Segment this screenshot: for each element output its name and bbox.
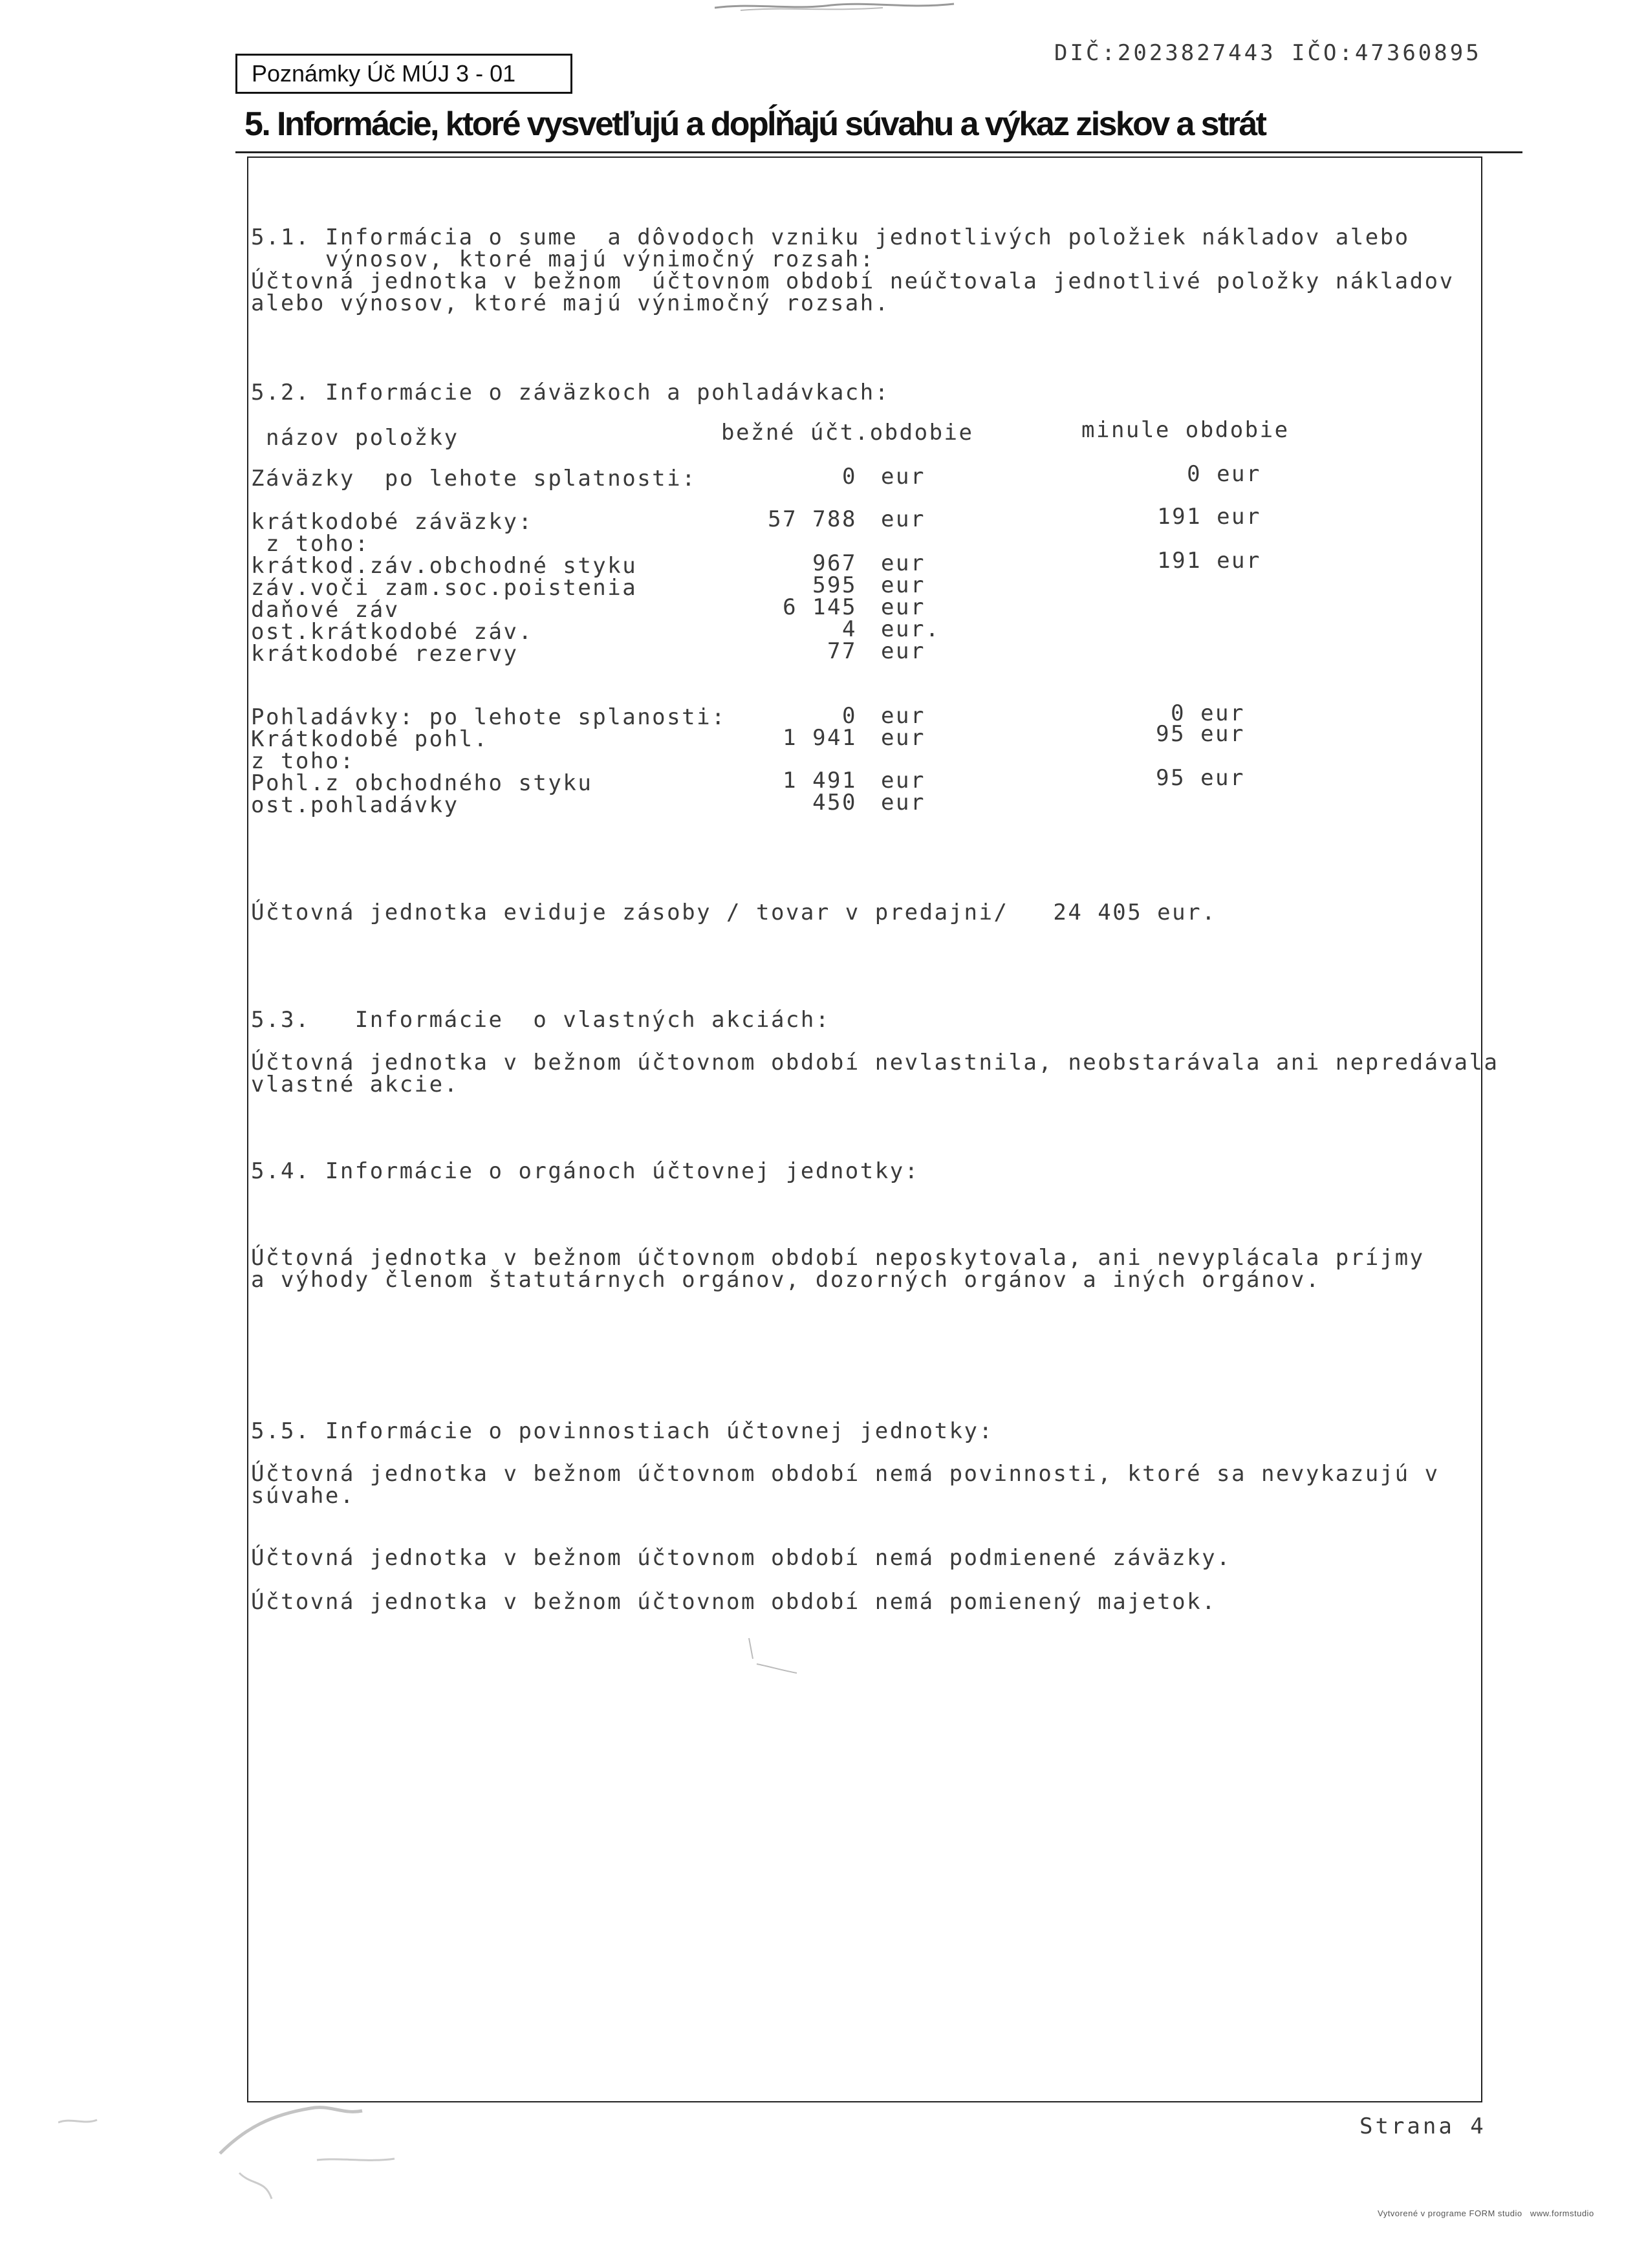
software-signature: Vytvorené v programe FORM studio www.formstudio — [1378, 2209, 1594, 2218]
table-row-previous: 95 eur — [1156, 765, 1245, 791]
table-row-previous: 191 eur — [1157, 504, 1261, 530]
s53-heading: 5.3. Informácie o vlastných akciách: — [251, 1007, 830, 1033]
page-number: Strana 4 — [1359, 2113, 1486, 2139]
table-row-current: 4 — [842, 616, 857, 642]
s54-line1: Účtovná jednotka v bežnom účtovnom období neposkytovala, ani nevyplácala príjmy — [251, 1245, 1425, 1271]
table-row-unit: eur — [881, 594, 926, 620]
scan-artifact — [744, 1633, 802, 1678]
table-row-unit: eur — [881, 638, 926, 664]
s54-line2: a výhody členom štatutárnych orgánov, dozorných orgánov a iných orgánov. — [251, 1267, 1321, 1293]
table-row-current: 0 — [842, 703, 857, 729]
table-row-current: 77 — [827, 638, 857, 664]
table-row-label: Pohladávky: po lehote splanosti: — [251, 704, 727, 730]
table-row-current: 595 — [812, 572, 857, 598]
table-row-unit: eur — [881, 464, 926, 490]
table-row-label: záv.voči zam.soc.poistenia — [251, 575, 638, 601]
tax-ids: DIČ:2023827443 IČO:47360895 — [1054, 40, 1482, 66]
table-row-previous: 95 eur — [1156, 721, 1245, 747]
s53-line2: vlastné akcie. — [251, 1072, 459, 1097]
table-row-current: 1 491 — [783, 768, 857, 794]
table-row-unit: eur — [881, 768, 926, 794]
table-row-current: 1 941 — [783, 725, 857, 751]
table-row-unit: eur. — [881, 616, 940, 642]
col-item-header: názov položky — [251, 425, 459, 451]
table-row-previous: 0 eur — [1171, 700, 1245, 726]
table-row-label: krátkod.záv.obchodné styku — [251, 553, 638, 579]
table-row-label: ost.krátkodobé záv. — [251, 619, 534, 645]
table-row-label: z toho: — [251, 531, 370, 557]
table-row-unit: eur — [881, 506, 926, 532]
form-label: Poznámky Úč MÚJ 3 - 01 — [252, 60, 516, 87]
s55-line1: Účtovná jednotka v bežnom účtovnom období nemá povinnosti, ktoré sa nevykazujú v — [251, 1461, 1440, 1487]
title-rule — [235, 151, 1522, 153]
page-title: 5. Informácie, ktoré vysvetľujú a dopĺňajú súvahu a výkaz ziskov a strát — [244, 105, 1266, 143]
col-current-header: bežné účt.obdobie — [721, 420, 974, 446]
s55-heading: 5.5. Informácie o povinnostiach účtovnej jednotky: — [251, 1418, 994, 1444]
table-row-unit: eur — [881, 550, 926, 576]
table-row-current: 967 — [812, 550, 857, 576]
table-row-previous: 0 eur — [1187, 461, 1261, 487]
s51-line3: Účtovná jednotka v bežnom účtovnom období neúčtovala jednotlivé položky nákladov — [251, 268, 1455, 294]
s55-line2: súvahe. — [251, 1483, 355, 1509]
scan-artifact — [58, 2082, 420, 2212]
col-previous-header: minule obdobie — [1081, 417, 1290, 443]
table-row-unit: eur — [881, 703, 926, 729]
s55-line4: Účtovná jednotka v bežnom účtovnom období nemá pomienený majetok. — [251, 1589, 1217, 1615]
s55-line3: Účtovná jednotka v bežnom účtovnom období nemá podmienené záväzky. — [251, 1545, 1232, 1571]
s51-line1: 5.1. Informácia o sume a dôvodoch vzniku jednotlivých položiek nákladov alebo — [251, 224, 1410, 250]
scan-artifact — [715, 0, 960, 14]
table-row-unit: eur — [881, 790, 926, 815]
table-row-label: ost.pohladávky — [251, 792, 459, 818]
stock-note: Účtovná jednotka eviduje zásoby / tovar v predajni/ 24 405 eur. — [251, 900, 1217, 925]
s51-line2: výnosov, ktoré majú výnimočný rozsah: — [251, 246, 875, 272]
table-row-current: 6 145 — [783, 594, 857, 620]
form-label-box — [235, 54, 572, 94]
table-row-previous: 191 eur — [1157, 548, 1261, 574]
table-row-label: Krátkodobé pohl. — [251, 726, 489, 752]
table-row-label: Záväzky po lehote splatnosti: — [251, 466, 697, 491]
table-row-unit: eur — [881, 572, 926, 598]
table-row-label: z toho: — [251, 748, 355, 774]
s51-line4: alebo výnosov, ktoré majú výnimočný rozsah. — [251, 290, 890, 316]
table-row-unit: eur — [881, 725, 926, 751]
table-row-label: krátkodobé rezervy — [251, 641, 519, 667]
table-row-label: Pohl.z obchodného styku — [251, 770, 593, 796]
table-row-current: 0 — [842, 464, 857, 490]
table-row-label: krátkodobé záväzky: — [251, 509, 534, 535]
s53-line1: Účtovná jednotka v bežnom účtovnom období nevlastnila, neobstarávala ani nepredávala — [251, 1050, 1499, 1075]
s54-heading: 5.4. Informácie o orgánoch účtovnej jednotky: — [251, 1158, 920, 1184]
table-row-label: daňové záv — [251, 597, 400, 623]
table-row-current: 57 788 — [768, 506, 857, 532]
table-row-current: 450 — [812, 790, 857, 815]
s52-heading: 5.2. Informácie o záväzkoch a pohladávkach: — [251, 380, 890, 405]
